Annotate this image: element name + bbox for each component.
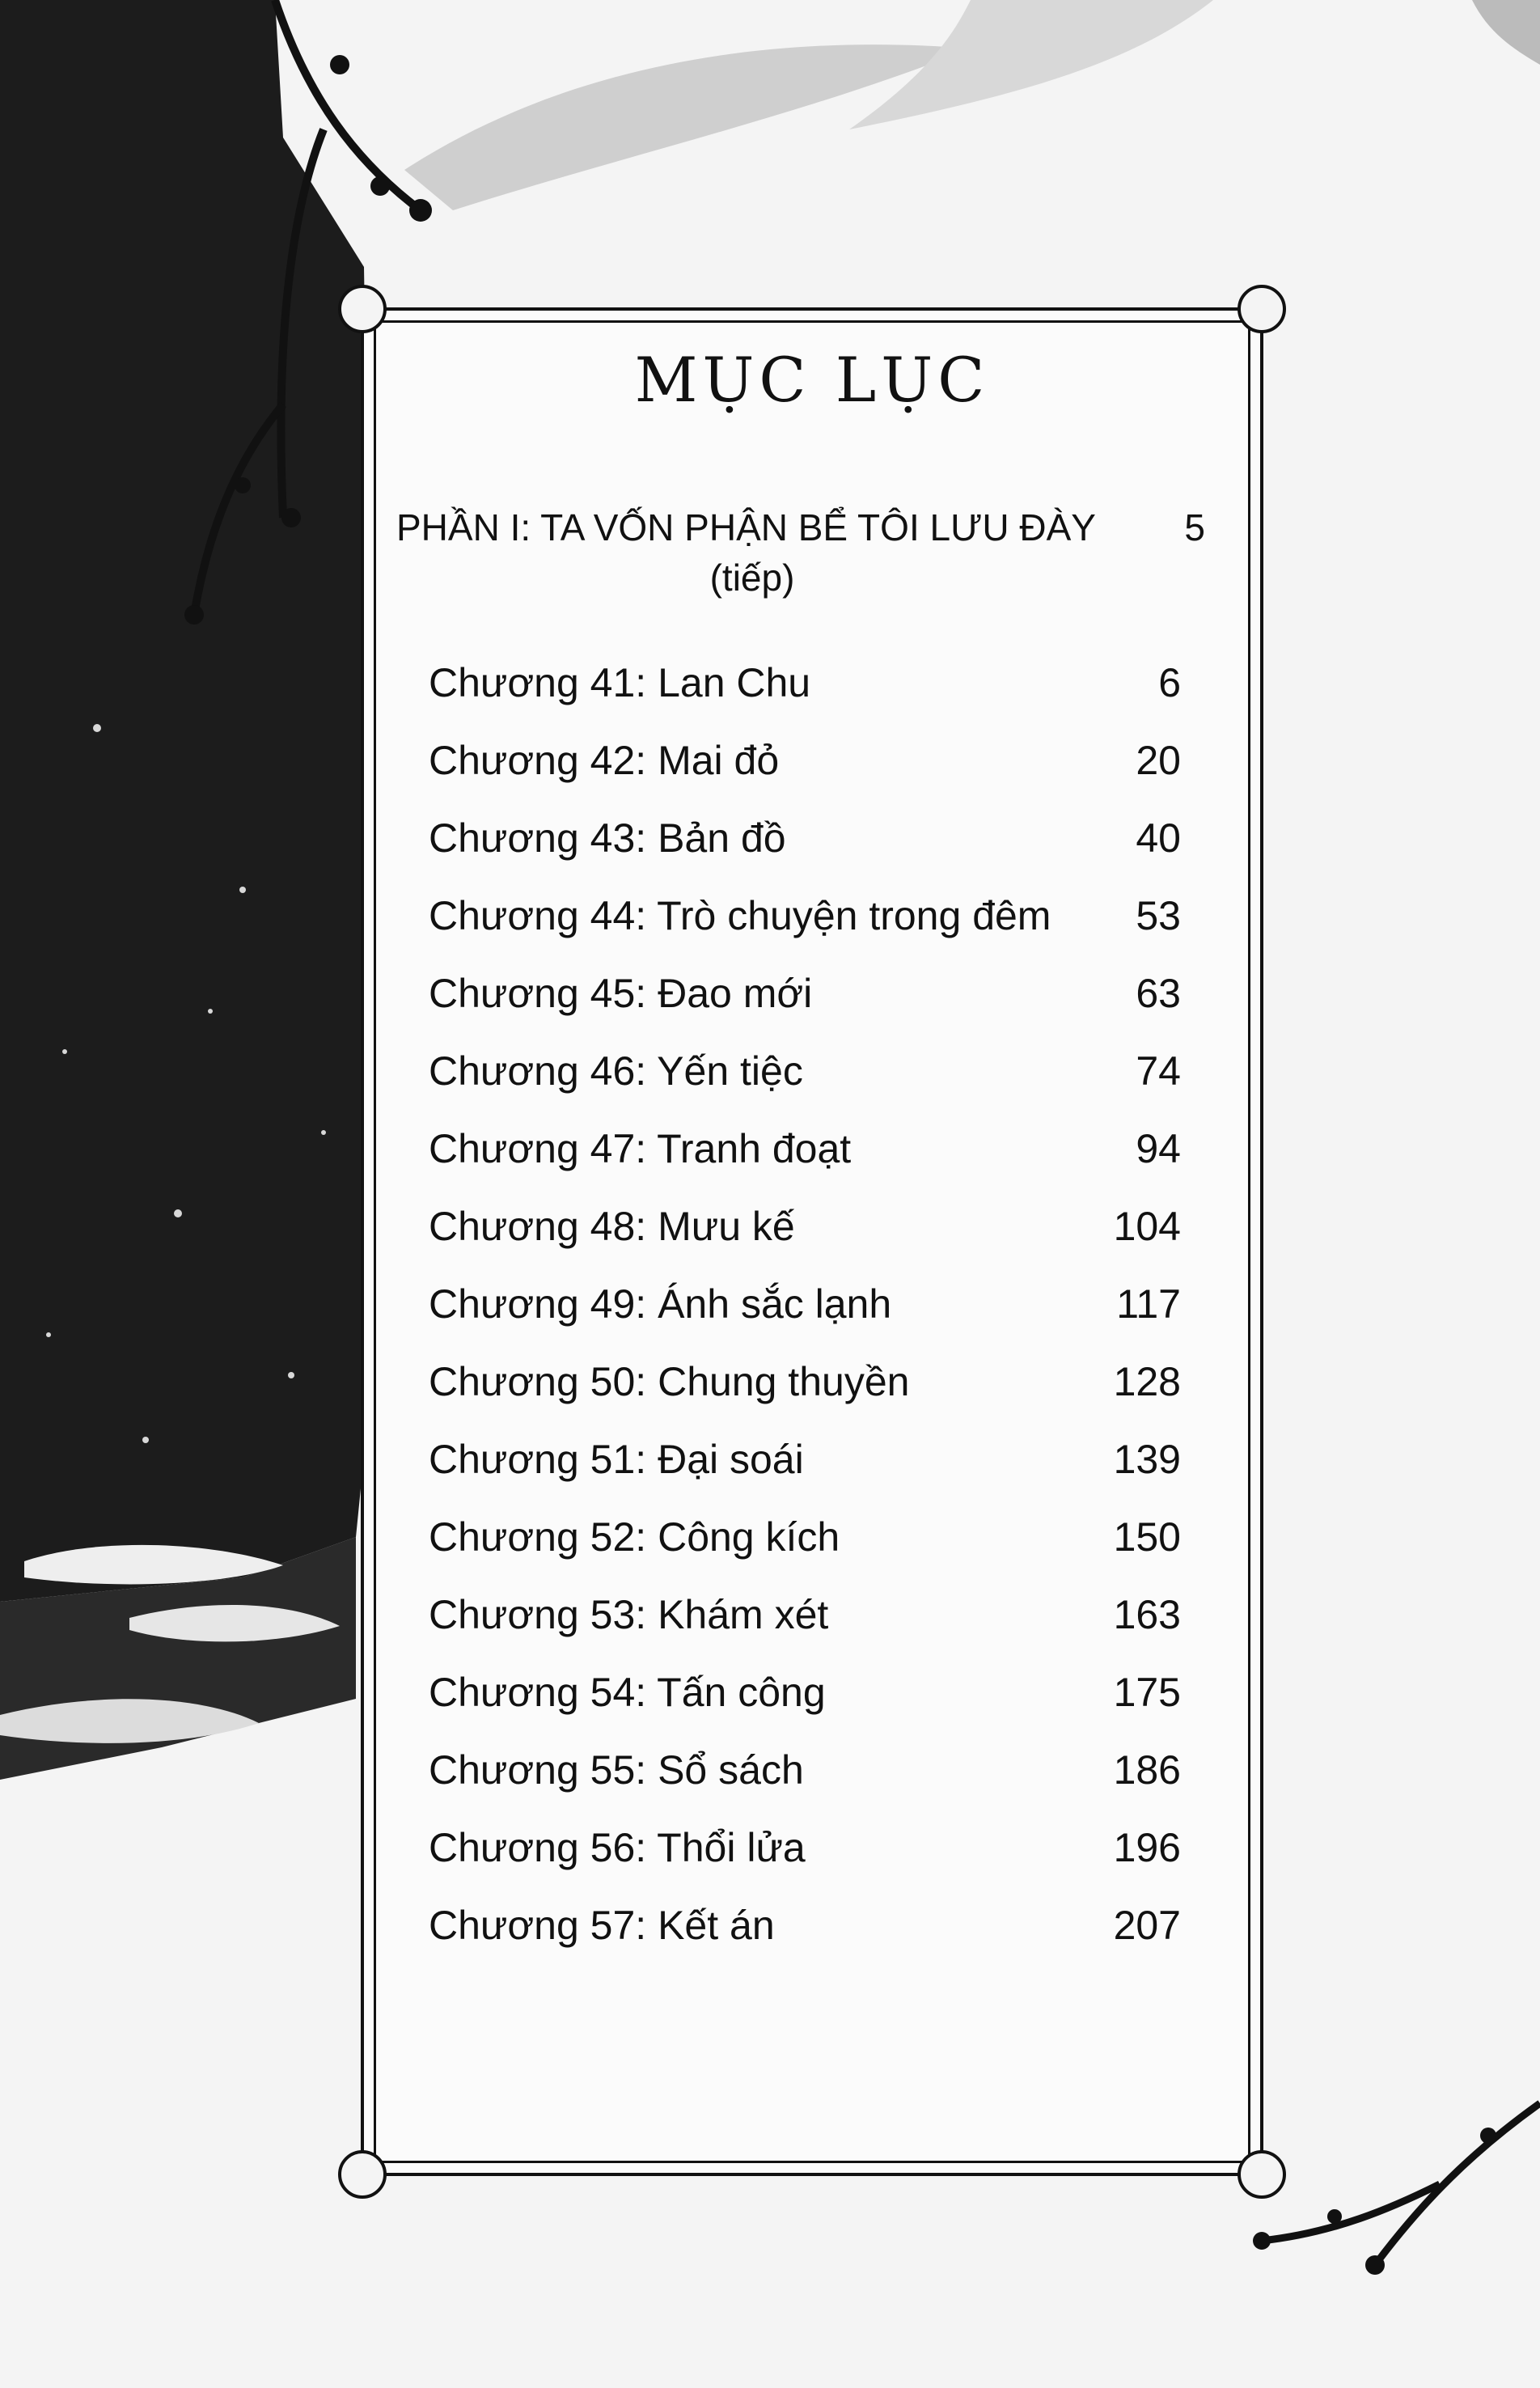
entry-page: 20 xyxy=(1136,738,1181,783)
entry-title: Chương 43: Bản đồ xyxy=(429,815,786,861)
entry-page: 196 xyxy=(1113,1825,1181,1870)
entry-title: Chương 50: Chung thuyền xyxy=(429,1359,910,1404)
entry-page: 104 xyxy=(1113,1204,1181,1249)
entry-title: Chương 44: Trò chuyện trong đêm xyxy=(429,893,1051,938)
entry-page: 207 xyxy=(1113,1903,1181,1948)
toc-entry[interactable] xyxy=(429,1358,1181,1436)
entry-title: Chương 51: Đại soái xyxy=(429,1437,804,1482)
part-label: PHẦN I: TA VỐN PHẬN BỂ TÔI LƯU ĐÀY xyxy=(396,506,1096,548)
toc-entry[interactable] xyxy=(429,1048,1181,1125)
frame-corner-bottom-left xyxy=(338,2150,387,2199)
entry-title: Chương 54: Tấn công xyxy=(429,1670,826,1715)
toc-entry[interactable] xyxy=(429,659,1181,737)
entry-title: Chương 42: Mai đỏ xyxy=(429,738,780,783)
part-heading xyxy=(396,506,1205,599)
toc-entry[interactable] xyxy=(429,892,1181,970)
toc-entry[interactable] xyxy=(429,1514,1181,1591)
toc-entry[interactable] xyxy=(429,1203,1181,1281)
entry-title: Chương 47: Tranh đoạt xyxy=(429,1126,852,1171)
part-continued: (tiếp) xyxy=(709,557,795,599)
toc-entry[interactable] xyxy=(429,1669,1181,1747)
entry-page: 74 xyxy=(1136,1048,1181,1094)
entry-title: Chương 41: Lan Chu xyxy=(429,660,811,705)
entry-page: 150 xyxy=(1113,1514,1181,1560)
entry-page: 6 xyxy=(1158,660,1181,705)
entry-title: Chương 56: Thổi lửa xyxy=(429,1825,806,1870)
entry-page: 186 xyxy=(1113,1747,1181,1793)
frame-corner-bottom-right xyxy=(1238,2150,1286,2199)
entry-title: Chương 46: Yến tiệc xyxy=(429,1048,803,1094)
entry-title: Chương 49: Ánh sắc lạnh xyxy=(429,1281,892,1327)
frame-corner-top-right xyxy=(1238,285,1286,333)
entry-page: 40 xyxy=(1136,815,1181,861)
toc-entry[interactable] xyxy=(429,1902,1181,1979)
frame-corner-top-left xyxy=(338,285,387,333)
entry-page: 128 xyxy=(1113,1359,1181,1404)
toc-entry[interactable] xyxy=(429,970,1181,1048)
entry-title: Chương 57: Kết án xyxy=(429,1903,775,1948)
toc-list xyxy=(429,659,1181,1979)
toc-entry[interactable] xyxy=(429,1125,1181,1203)
toc-entry[interactable] xyxy=(429,737,1181,815)
entry-page: 175 xyxy=(1113,1670,1181,1715)
entry-title: Chương 55: Sổ sách xyxy=(429,1747,804,1793)
entry-page: 94 xyxy=(1136,1126,1181,1171)
entry-page: 163 xyxy=(1113,1592,1181,1637)
entry-page: 63 xyxy=(1136,971,1181,1016)
entry-title: Chương 48: Mưu kế xyxy=(429,1204,795,1249)
toc-entry[interactable] xyxy=(429,1436,1181,1514)
entry-page: 117 xyxy=(1116,1281,1181,1327)
toc-entry[interactable] xyxy=(429,815,1181,892)
entry-page: 53 xyxy=(1136,893,1181,938)
entry-title: Chương 53: Khám xét xyxy=(429,1592,829,1637)
page-title: MỤC LỤC xyxy=(634,344,990,416)
part-page: 5 xyxy=(1184,506,1205,548)
toc-entry[interactable] xyxy=(429,1824,1181,1902)
entry-title: Chương 45: Đao mới xyxy=(429,971,813,1016)
entry-title: Chương 52: Công kích xyxy=(429,1514,840,1560)
toc-entry[interactable] xyxy=(429,1281,1181,1358)
toc-entry[interactable] xyxy=(429,1747,1181,1824)
night-sky-illustration xyxy=(0,0,380,1602)
toc-entry[interactable] xyxy=(429,1591,1181,1669)
entry-page: 139 xyxy=(1113,1437,1181,1482)
